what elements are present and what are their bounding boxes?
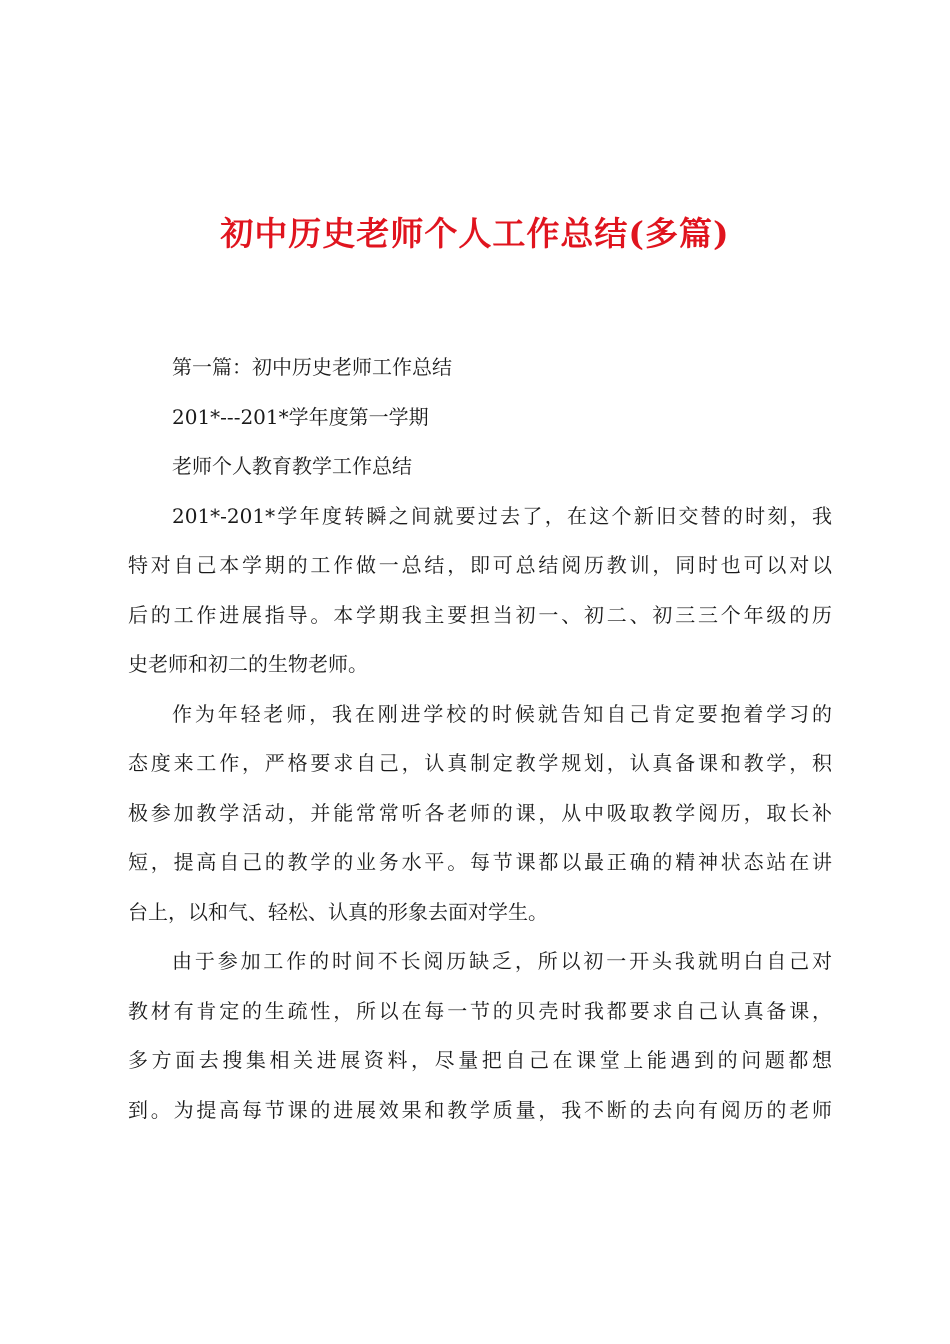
summary-subtitle: 老师个人教育教学工作总结: [172, 454, 412, 478]
paragraph-line: 态度来工作，严格要求自己，认真制定教学规划，认真备课和教学，积: [128, 751, 832, 775]
paragraph-line: 后的工作进展指导。本学期我主要担当初一、初二、初三三个年级的历: [128, 602, 832, 627]
paragraph-1: [128, 492, 832, 690]
section-heading: 第一篇：初中历史老师工作总结: [172, 355, 452, 379]
paragraph-line: 作为年轻老师，我在刚进学校的时候就告知自己肯定要抱着学习的: [172, 701, 832, 726]
school-year-line: 201*---201*学年度第一学期: [172, 404, 429, 429]
paragraph-line: 多方面去搜集相关进展资料，尽量把自己在课堂上能遇到的问题都想: [128, 1048, 832, 1072]
paragraph-line: 到。为提高每节课的进展效果和教学质量，我不断的去向有阅历的老师: [128, 1097, 832, 1122]
document-title: 初中历史老师个人工作总结(多篇): [220, 214, 730, 253]
paragraph-line: 史老师和初二的生物老师。: [128, 652, 368, 676]
paragraph-line: 短，提高自己的教学的业务水平。每节课都以最正确的精神状态站在讲: [128, 850, 832, 874]
paragraph-2: [128, 690, 832, 938]
document-body: [128, 343, 832, 1135]
paragraph-line: 201*-201*学年度转瞬之间就要过去了，在这个新旧交替的时刻，我: [172, 503, 832, 528]
paragraph-3: [128, 937, 832, 1135]
paragraph-line: 极参加教学活动，并能常常听各老师的课，从中吸取教学阅历，取长补: [128, 800, 832, 825]
paragraph-line: 教材有肯定的生疏性，所以在每一节的贝壳时我都要求自己认真备课，: [128, 998, 832, 1023]
paragraph-line: 特对自己本学期的工作做一总结，即可总结阅历教训，同时也可以对以: [128, 553, 832, 577]
paragraph-line: 由于参加工作的时间不长阅历缺乏，所以初一开头我就明白自己对: [172, 949, 832, 973]
paragraph-line: 台上，以和气、轻松、认真的形象去面对学生。: [128, 899, 548, 924]
